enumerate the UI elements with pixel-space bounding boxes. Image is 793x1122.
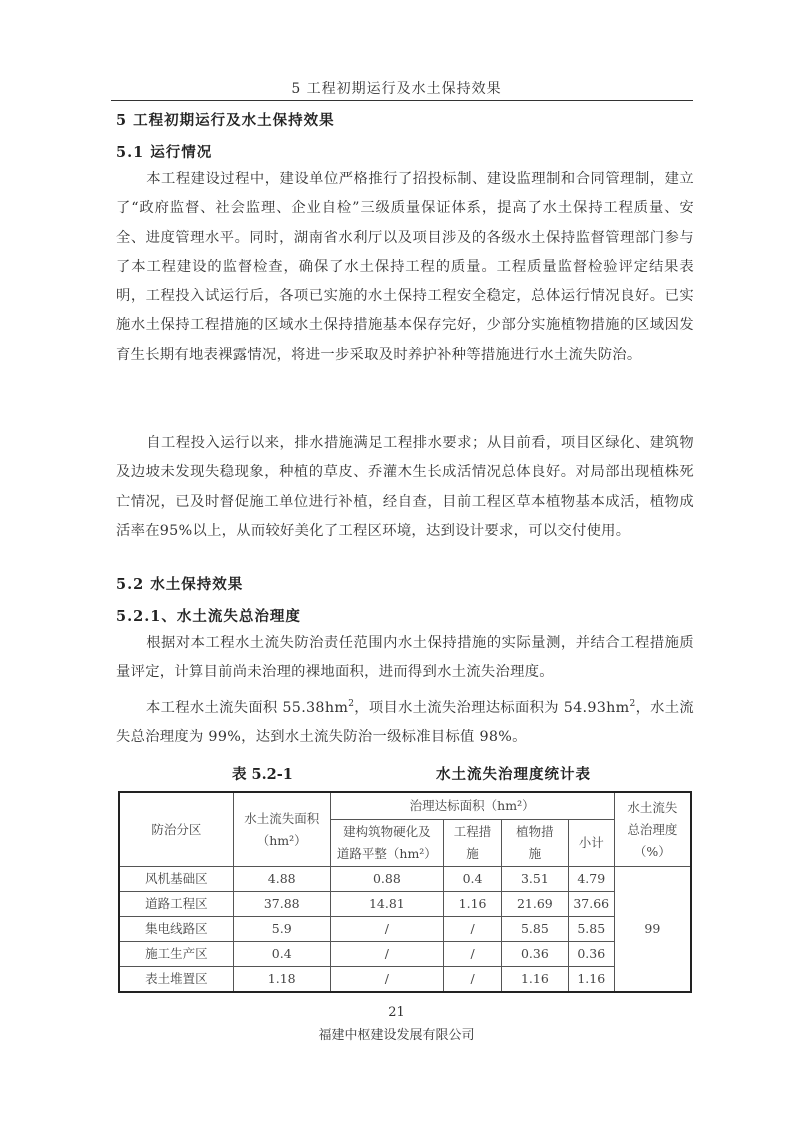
cell-loss-area: 37.88 bbox=[233, 892, 330, 917]
cell-plant: 1.16 bbox=[501, 967, 568, 993]
paragraph-operation bbox=[116, 165, 694, 370]
header-rate-line1: 水土流失 bbox=[627, 799, 678, 815]
table-row bbox=[119, 917, 691, 942]
header-engineering bbox=[444, 820, 502, 867]
cell-loss-area: 5.9 bbox=[233, 917, 330, 942]
header-subtotal: 小计 bbox=[568, 820, 614, 867]
running-header: 5 工程初期运行及水土保持效果 bbox=[291, 81, 502, 97]
table-number: 表 5.2-1 bbox=[232, 766, 293, 783]
cell-subtotal: 1.16 bbox=[568, 967, 614, 993]
cell-overall-rate: 99 bbox=[614, 867, 691, 993]
cell-zone: 表土堆置区 bbox=[119, 967, 233, 993]
paragraph-area-result bbox=[116, 690, 694, 752]
table-row bbox=[119, 942, 691, 967]
area-text-3: ，水土流失总治理度为 99%，达到水土流失防治一级标准目标值 98%。 bbox=[116, 699, 695, 746]
header-rate-line3: （%） bbox=[633, 843, 671, 859]
table-row bbox=[119, 892, 691, 917]
cell-plant: 5.85 bbox=[501, 917, 568, 942]
header-plant-line1: 植物措 bbox=[516, 824, 554, 839]
header-plant-line2: 施 bbox=[528, 846, 542, 861]
cell-plant: 3.51 bbox=[501, 867, 568, 892]
cell-zone: 道路工程区 bbox=[119, 892, 233, 917]
paragraph-since-operation-text: 自工程投入运行以来，排水措施满足工程排水要求；从目前看，项目区绿化、建筑物及边坡未发现失稳现象，种植的草皮、乔灌木生长成活情况总体良好。对局部出现植株死亡情况，已及时督促施工单位进行补植，经自查，目前工程区草本植物基本成活，植物成活率在95%以上，从而较好美化了工程区环境，达到设计要求，可以交付使用。 bbox=[116, 435, 694, 539]
cell-zone: 风机基础区 bbox=[119, 867, 233, 892]
cell-building: 0.88 bbox=[330, 867, 444, 892]
paragraph-measurement bbox=[116, 629, 694, 688]
cell-loss-area: 1.18 bbox=[233, 967, 330, 993]
header-engineering-line2: 施 bbox=[466, 846, 479, 861]
area-text-1: 本工程水土流失面积 55.38hm bbox=[146, 699, 349, 716]
cell-plant: 0.36 bbox=[501, 942, 568, 967]
table-row bbox=[119, 967, 691, 993]
header-engineering-line1: 工程措 bbox=[453, 824, 492, 839]
footer-company: 福建中枢建设发展有限公司 bbox=[318, 1028, 475, 1043]
table-title: 水土流失治理度统计表 bbox=[436, 766, 591, 783]
paragraph-since-operation bbox=[116, 429, 694, 546]
cell-building: / bbox=[330, 967, 444, 993]
cell-subtotal: 4.79 bbox=[568, 867, 614, 892]
cell-building: / bbox=[330, 917, 444, 942]
cell-building: / bbox=[330, 942, 444, 967]
header-loss-area bbox=[233, 792, 330, 867]
cell-loss-area: 4.88 bbox=[233, 867, 330, 892]
header-building-line1: 建构筑物硬化及 bbox=[343, 824, 431, 839]
header-rate-line2: 总治理度 bbox=[627, 821, 678, 837]
header-building bbox=[330, 820, 444, 867]
table-row bbox=[119, 867, 691, 892]
header-loss-area-line2: （hm²） bbox=[256, 832, 307, 848]
superscript-2: 2 bbox=[629, 699, 636, 709]
header-rate bbox=[614, 792, 691, 867]
paragraph-operation-text: 本工程建设过程中，建设单位严格推行了招投标制、建设监理制和合同管理制，建立了“政府监督、社会监理、企业自检”三级质量保证体系，提高了水土保持工程质量、安全、进度管理水平。同时，湖南省水利厅以及项目涉及的各级水土保持监督管理部门参与了本工程建设的监督检查，确保了水土保持工程的质量。工程质量监督检验评定结果表明，工程投入试运行后，各项已实施的水土保持工程安全稳定，总体运行情况良好。已实施水土保持工程措施的区域水土保持措施基本保存完好，少部分实施植物措施的区域因发育生长期有地表裸露情况，将进一步采取及时养护补种等措施进行水土流失防治。 bbox=[116, 171, 694, 363]
header-building-line2: 道路平整（hm²） bbox=[336, 846, 437, 861]
header-loss-area-line1: 水土流失面积 bbox=[244, 810, 320, 826]
section-5-heading: 5 工程初期运行及水土保持效果 bbox=[116, 112, 335, 129]
area-text-2: ，项目水土流失治理达标面积为 54.93hm bbox=[354, 699, 630, 716]
cell-engineering: / bbox=[444, 967, 502, 993]
cell-zone: 集电线路区 bbox=[119, 917, 233, 942]
header-treated-group: 治理达标面积（hm²） bbox=[330, 792, 614, 820]
soil-loss-treatment-table bbox=[118, 791, 692, 993]
table-header-row bbox=[119, 792, 691, 820]
cell-engineering: 1.16 bbox=[444, 892, 502, 917]
cell-engineering: 0.4 bbox=[444, 867, 502, 892]
cell-plant: 21.69 bbox=[501, 892, 568, 917]
cell-building: 14.81 bbox=[330, 892, 444, 917]
header-rule bbox=[111, 100, 693, 101]
header-plant bbox=[501, 820, 568, 867]
header-zone: 防治分区 bbox=[119, 792, 233, 867]
cell-subtotal: 37.66 bbox=[568, 892, 614, 917]
cell-subtotal: 0.36 bbox=[568, 942, 614, 967]
section-5-2-heading: 5.2 水土保持效果 bbox=[116, 576, 244, 593]
cell-subtotal: 5.85 bbox=[568, 917, 614, 942]
cell-engineering: / bbox=[444, 942, 502, 967]
cell-engineering: / bbox=[444, 917, 502, 942]
page-number: 21 bbox=[388, 1005, 405, 1020]
cell-zone: 施工生产区 bbox=[119, 942, 233, 967]
section-5-1-heading: 5.1 运行情况 bbox=[116, 144, 213, 161]
section-5-2-1-heading: 5.2.1、水土流失总治理度 bbox=[116, 608, 301, 625]
paragraph-measurement-text: 根据对本工程水土流失防治责任范围内水土保持措施的实际量测，并结合工程措施质量评定，计算目前尚未治理的裸地面积，进而得到水土流失治理度。 bbox=[116, 635, 694, 681]
cell-loss-area: 0.4 bbox=[233, 942, 330, 967]
superscript-2: 2 bbox=[348, 699, 355, 709]
